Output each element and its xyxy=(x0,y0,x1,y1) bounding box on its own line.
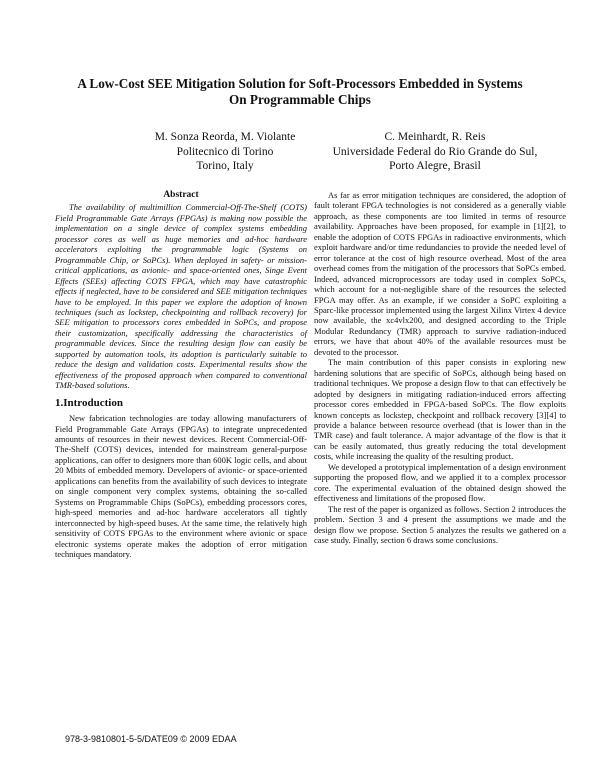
author-location: Torino, Italy xyxy=(196,160,254,172)
body-paragraph: The rest of the paper is organized as follows. Section 2 introduces the problem. Section 3 and 4 present the assumptions we made and the design flow we propose. Section 5 analyzes the results we gathered on a case study. Finally, section 6 draws some conclusions. xyxy=(314,503,566,545)
paper-title xyxy=(40,76,560,108)
title-line-2: On Programmable Chips xyxy=(229,92,371,107)
author-block-1 xyxy=(110,130,340,174)
author-location: Porto Alegre, Brasil xyxy=(389,160,481,172)
author-block-2 xyxy=(320,130,550,174)
intro-paragraph: New fabrication technologies are today allowing manufacturers of Field Programmable Gate Arrays (FPGAs) to integrate unprecedented amounts of resources in their newest devices. Recent Commercial-Off-The-Shelf (COTS) devices, intended for mainstream general-purpose applications, can offer to designers more than 600K logic cells, and about 20 Mbits of embedded memory. Developers of avionic- or space-oriented applications can benefits from the availability of such devices to integrate on single component very complex systems, obtaining the so-called Systems on Programmable Chips (SoPCs), embedding processors cores, high-speed memories and ad-hoc hardware accelerators all tightly interconnected by high-speed buses. At the same time, the relatively high sensitivity of COTS FPGAs to the environment where avionic or space electronic systems operate makes the adoption of error mitigation techniques mandatory. xyxy=(55,413,307,559)
copyright-footer: 978-3-9810801-5-5/DATE09 © 2009 EDAA xyxy=(65,734,237,744)
abstract-text: The availability of multimillion Commercial-Off-The-Shelf (COTS) Field Programmable Gate Arrays (FPGAs) is making now possible the implementation on a single device of complex systems embedding processor cores as well as huge memories and ad-hoc hardware accelerators exploiting the programmable logic (Systems on Programmable Chip, or SoPCs). When deployed in safety- or mission-critical applications, as avionic- and space-oriented ones, Singe Event Effects (SEEs) affecting COTS FPGA, which may have catastrophic effects if neglected, have to be considered and SEE mitigation techniques have to be employed. In this paper we explore the adoption of known techniques (such as lockstep, checkpointing and rollback recovery) for SEE mitigation to processors cores embedded in SoPCs, and propose their customization, specifically addressing the characteristics of programmable devices. Since the resulting design flow can easily be supported by automation tools, its adoption is particularly suitable to reduce the design and validation costs. Experimental results show the effectiveness of the proposed approach when compared to conventional TMR-based solutions. xyxy=(55,202,307,391)
section-heading-introduction: 1.Introduction xyxy=(55,396,123,409)
left-column xyxy=(55,190,307,559)
right-column xyxy=(314,190,566,545)
author-affiliation: Politecnico di Torino xyxy=(176,145,274,158)
body-paragraph: As far as error mitigation techniques are considered, the adoption of fault tolerant FPGA technologies is not considered as a generally viable approach, as these components are too limited in terms of resource availability. Approaches have been proposed, for example in [1][2], to enable the adoption of COTS FPGAs in radioactive environments, which exploit hardware and/or time redundancies to provide the needed level of error tolerance at the cost of high resource overhead. Most of the area overhead comes from the mitigation of the processors that SoPCs embed. Indeed, advanced microprocessors are today used in complex SoPCs, which account for a not-negligible share of the resources the selected FPGA may offer. As an example, if we consider a SoPC exploiting a Sparc-like processor implemented using the largest Xilinx Virtex 4 device now available, the xc4vlx200, and designed according to the Triple Modular Redundancy (TMR) approach to survive radiation-induced errors, we have that about 40% of the available resources must be devoted to the processor. xyxy=(314,190,566,357)
body-paragraph: We developed a prototypical implementation of a design environment supporting the proposed flow, and we applied it to a complex processor core. The experimental evaluation of the obtained design showed the effectiveness and limitations of the proposed flow. xyxy=(314,461,566,504)
author-affiliation: Universidade Federal do Rio Grande do Sul, xyxy=(332,145,538,158)
abstract-heading: Abstract xyxy=(163,190,199,200)
title-line-1: A Low-Cost SEE Mitigation Solution for Soft-Processors Embedded in Systems xyxy=(77,76,523,91)
author-names: C. Meinhardt, R. Reis xyxy=(384,131,486,143)
body-paragraph: The main contribution of this paper consists in exploring new hardening solutions that are specific of SoPCs, although being based on traditional techniques. We propose a design flow to that can effectively be adopted by designers in mitigating radiation-induced errors affecting processor cores embedded in FPGA-based SoPCs. The flow exploits known concepts as lockstep, checkpoint and rollback recovery [3][4] to provide a balance between resource overhead (that is lower than in the TMR case) and fault tolerance. A major advantage of the flow is that it can be easily automated, thus greatly reducing the total development costs, while increasing the quality of the resulting product. xyxy=(314,357,566,462)
author-names: M. Sonza Reorda, M. Violante xyxy=(154,131,296,143)
